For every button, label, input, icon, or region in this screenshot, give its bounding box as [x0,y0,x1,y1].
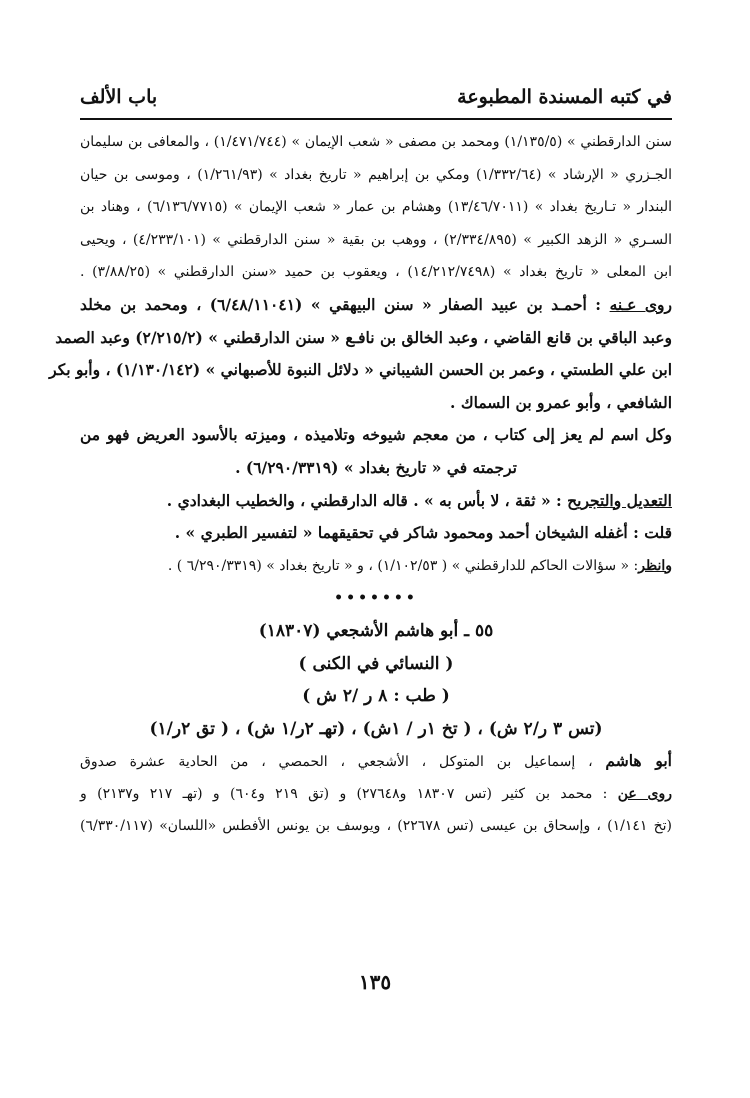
page-number: ١٣٥ [358,970,392,994]
text-line: سنن الدارقطني » (١/١٣٥/٥) ومحمد بن مصفى « شعب الإيمان » (١/٤٧١/٧٤٤) ، والمعافى بن سليمان [80,134,672,150]
see-also-line [80,550,672,583]
text-line: الجـزري « الإرشاد » (١/٣٣٢/٦٤) ومكي بن إبراهيم « تاريخ بغداد » (١/٢٦١/٩٣) ، وموسى بن حيان [80,166,673,183]
text-line: ابن علي الطستي ، وعمر بن الحسن الشيباني « دلائل النبوة للأصبهاني » (١/١٣٠/١٤٢) ، وأبو بكر [49,360,672,380]
text-line: السـري « الزهد الكبير » (٢/٣٣٤/٨٩٥) ، ووهب بن بقية « سنن الدارقطني » (٤/٢٣٣/١٠١) ، ويحيى [80,231,673,248]
page-header [80,72,672,108]
text-line: ابن المعلى « تاريخ بغداد » (١٤/٢١٢/٧٤٩٨) ، ويعقوب بن حميد «سنن الدارقطني » (٣/٨٨/٢٥) . [80,264,672,281]
remark-line: قلت : أغفله الشيخان أحمد ومحمود شاكر في تحقيقهما « لتفسير الطبري » . [174,523,672,543]
entry-name: أبو هاشم [605,751,672,771]
assessment-text: : « ثقة ، لا بأس به » . قاله الدارقطني ، والخطيب البغدادي . [166,490,562,510]
page-body [49,126,673,843]
header-rule [80,118,672,120]
entry-source: ( النسائي في الكنى ) [298,653,454,674]
text-line: البندار « تـاريخ بغداد » (١٣/٤٦/٧٠١١) وهشام بن عمار « شعب الإيمان » (٦/١٣٦/٧٧١٥) ، وهناد بن [80,199,672,216]
narrators-text: : أحمـد بن عبيد الصفار « سنن البيهقي » (٦/٤٨/١١٠٤١) ، ومحمد بن مخلد [80,294,610,314]
separator-dots: ••••••• [334,590,418,607]
narrated-from-line [80,778,672,811]
text-line: وعبد الباقي بن قانع القاضي ، وعبد الخالق بن نافـع « سنن الدارقطني » (٢/٢١٥/٢) وعبد الصمد [55,327,672,347]
assessment-line [80,485,672,518]
entry-heading: ٥٥ ـ أبو هاشم الأشجعي (١٨٣٠٧) [258,620,494,641]
entry-bio: ، إسماعيل بن المتوكل ، الأشجعي ، الحمصي ، من الحادية عشرة صدوق [80,754,606,771]
narrators-label: روى عـنه [609,294,673,314]
header-left-title: باب الألف [80,86,158,108]
note-line: ترجمته في « تاريخ بغداد » (٦/٢٩٠/٣٣١٩) . [235,457,517,477]
assessment-label: التعديل والتجريح [567,490,672,510]
see-also-text: : « سؤالات الحاكم للدارقطني » ( ١/١٠٢/٥٣) ، و « تاريخ بغداد » (٦/٢٩٠/٣٣١٩ ) . [167,557,639,574]
see-also-label: وانظر [638,557,672,574]
narrators-from-line [80,289,672,322]
entry-bio-line [80,745,672,778]
header-right-title: في كتبه المسندة المطبوعة [457,86,672,108]
narrated-from-label: روى عن [617,785,672,802]
note-line: وكل اسم لم يعز إلى كتاب ، من معجم شيوخه وتلاميذه ، وميزته بالأسود العريض فهو من [80,425,672,445]
text-line: الشافعي ، وأبو عمرو بن السماك . [450,392,672,412]
entry-code: ( طب : ٨ ر /٢ ش ) [302,686,450,707]
narrated-from-text: : محمد بن كثير (تس ١٨٣٠٧ و٢٧٦٤٨) و (تق ٢١٩ و٦٠٤) و (تهـ ٢١٧ و٢١٣٧) و [80,785,618,802]
text-line: (تخ ١/١٤١) ، وإسحاق بن عيسى (تس ٢٢٦٧٨) ، ويوسف بن يونس الأفطس «اللسان» (٦/٣٣٠/١١٧) [80,818,672,835]
entry-references: (تس ٣ ر/٢ ش) ، ( تخ ١ر / ١ش) ، (تهـ ٢ر/١ ش) ، ( تق ٢ر/١) [149,718,603,739]
